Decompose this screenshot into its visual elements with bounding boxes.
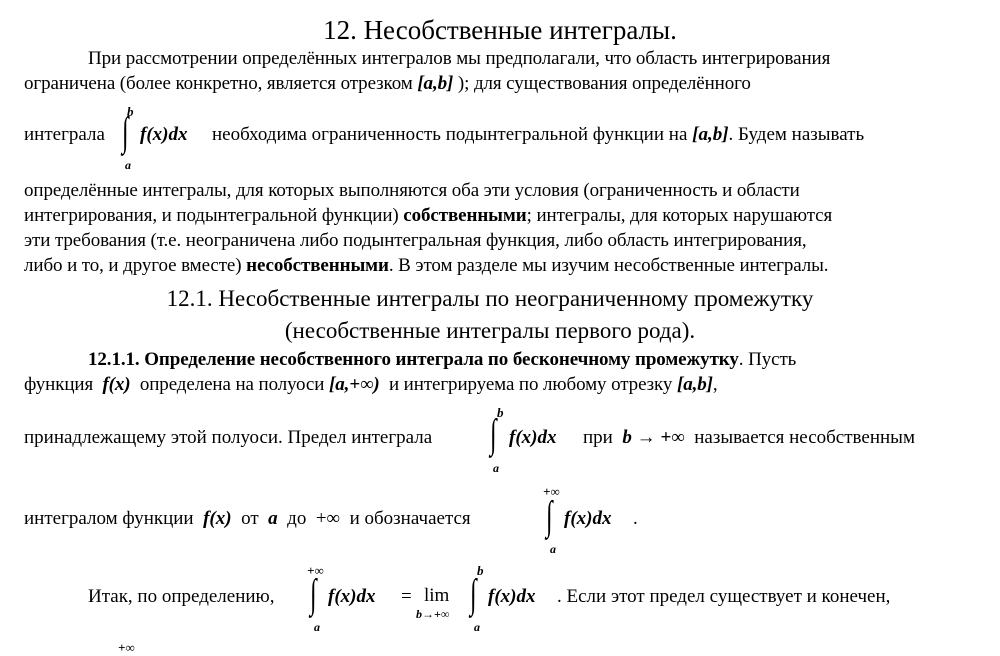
integral-lower-limit: a <box>550 542 556 556</box>
intro-line-1: При рассмотрении определённых интегралов мы предполагали, что область интегрирования <box>88 48 831 69</box>
integral-sign-icon: ∫ <box>122 110 129 156</box>
integral-upper-limit-partial: +∞ <box>118 640 135 655</box>
term-proper: собственными <box>403 205 527 226</box>
limit-subscript: b→+∞ <box>416 607 450 621</box>
intro-line-6: эти требования (т.е. неограничена либо подынтегральная функция, либо область интегрирования, <box>24 230 807 251</box>
definition-line-3-text-2: при b → +∞ называется несобственным <box>583 427 915 448</box>
integral-upper-limit: +∞ <box>307 563 324 578</box>
integral-sign-icon: ∫ <box>310 572 317 618</box>
intro-line-3-text-2: необходима ограниченность подынтегральной функции на [a,b]. Будем называть <box>212 124 865 145</box>
definition-line-5-text-2: . Если этот предел существует и конечен, <box>557 586 891 607</box>
page-title: 12. Несобственные интегралы. <box>323 15 677 45</box>
integral-lower-limit: a <box>125 158 131 172</box>
intro-line-4: определённые интегралы, для которых выполняются оба эти условия (ограниченность и области <box>24 180 800 201</box>
definition-line-1: 12.1.1. Определение несобственного интеграла по бесконечному промежутку. Пусть <box>88 349 797 370</box>
intro-line-7: либо и то, и другое вместе) несобственными. В этом разделе мы изучим несобственные интегралы. <box>24 255 829 276</box>
integral-expression: f(x)dx <box>488 586 536 607</box>
intro-line-2: ограничена (более конкретно, является отрезком [a,b] ); для существования определённого <box>24 73 751 94</box>
integral-lower-limit: a <box>314 620 320 634</box>
definition-line-4-text: интегралом функции f(x) от a до +∞ и обозначается <box>24 508 471 529</box>
limit-operator: lim <box>424 585 450 606</box>
definition-line-5-text: Итак, по определению, <box>88 586 275 607</box>
term-improper: несобственными <box>246 255 389 276</box>
integral-lower-limit: a <box>493 461 499 475</box>
section-title-line-1: 12.1. Несобственные интегралы по неограниченному промежутку <box>166 286 814 311</box>
period: . <box>633 508 638 529</box>
section-title-line-2: (несобственные интегралы первого рода). <box>284 318 696 343</box>
integral-expression: f(x)dx <box>328 586 376 607</box>
integral-upper-limit: b <box>497 405 504 420</box>
integral-sign-icon: ∫ <box>470 572 477 618</box>
integral-upper-limit: b <box>477 563 484 578</box>
integral-sign-icon: ∫ <box>546 494 553 540</box>
integral-expression: f(x)dx <box>140 124 188 145</box>
intro-line-5: интегрирования, и подынтегральной функции) собственными; интегралы, для которых нарушаются <box>24 205 833 226</box>
integral-sign-icon: ∫ <box>490 412 497 458</box>
integral-upper-limit: b <box>127 104 134 119</box>
definition-line-2: функция f(x) определена на полуоси [a,+∞) и интегрируема по любому отрезку [a,b], <box>24 374 718 395</box>
definition-line-3-text: принадлежащему этой полуоси. Предел интеграла <box>24 427 433 448</box>
integral-lower-limit: a <box>474 620 480 634</box>
integral-expression: f(x)dx <box>564 508 612 529</box>
integral-expression: f(x)dx <box>509 427 557 448</box>
equals-sign: = <box>401 586 412 607</box>
integral-upper-limit: +∞ <box>543 484 560 499</box>
interval-ab: [a,b] <box>417 73 454 94</box>
intro-line-3-text: интеграла <box>24 124 105 145</box>
definition-label: 12.1.1. Определение несобственного интеграла по бесконечному промежутку <box>88 349 739 370</box>
